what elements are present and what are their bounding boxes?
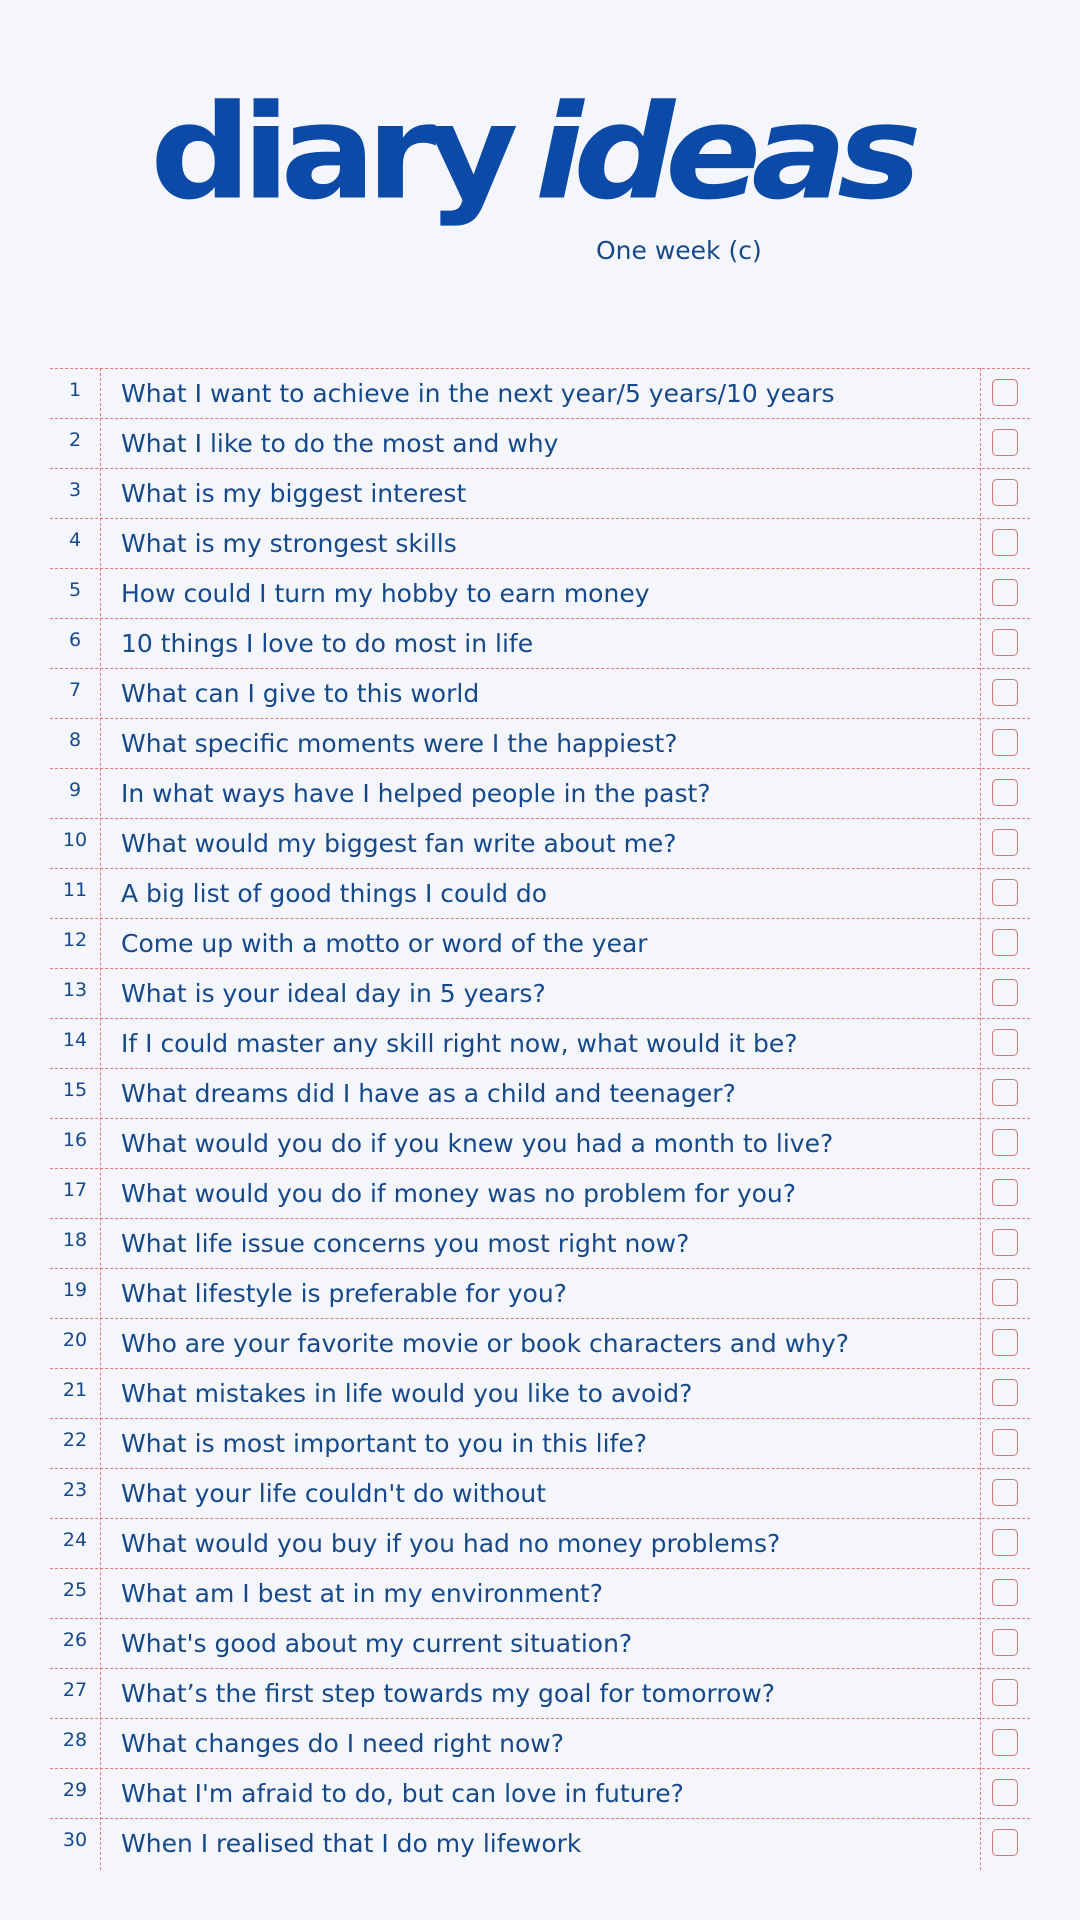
item-checkbox[interactable] xyxy=(992,929,1018,956)
list-item xyxy=(50,1768,1030,1818)
item-text: What would you do if you knew you had a month to live? xyxy=(121,1129,834,1158)
item-number: 5 xyxy=(68,579,82,601)
item-number: 18 xyxy=(62,1229,88,1251)
item-checkbox[interactable] xyxy=(992,1229,1018,1256)
item-checkbox[interactable] xyxy=(992,979,1018,1006)
list-item xyxy=(50,468,1030,518)
item-number: 29 xyxy=(62,1779,88,1801)
item-text: How could I turn my hobby to earn money xyxy=(121,579,650,608)
item-checkbox[interactable] xyxy=(992,579,1018,606)
list-item xyxy=(50,1068,1030,1118)
list-item xyxy=(50,668,1030,718)
checklist xyxy=(50,368,1030,1870)
list-item xyxy=(50,1268,1030,1318)
item-text: In what ways have I helped people in the past? xyxy=(121,779,711,808)
item-number: 12 xyxy=(62,929,88,951)
list-item xyxy=(50,1318,1030,1368)
item-number: 8 xyxy=(68,729,82,751)
item-text: What I'm afraid to do, but can love in future? xyxy=(121,1779,684,1808)
list-item xyxy=(50,1018,1030,1068)
list-item xyxy=(50,1818,1030,1868)
list-item xyxy=(50,1718,1030,1768)
list-item xyxy=(50,718,1030,768)
item-number: 4 xyxy=(68,529,82,551)
list-item xyxy=(50,1118,1030,1168)
item-number: 15 xyxy=(62,1079,88,1101)
list-item xyxy=(50,518,1030,568)
item-checkbox[interactable] xyxy=(992,1829,1018,1856)
item-checkbox[interactable] xyxy=(992,1129,1018,1156)
item-number: 13 xyxy=(62,979,88,1001)
title-word-ideas: ideas xyxy=(534,76,912,229)
item-text: What would my biggest fan write about me? xyxy=(121,829,677,858)
list-item xyxy=(50,1518,1030,1568)
item-checkbox[interactable] xyxy=(992,479,1018,506)
item-number: 21 xyxy=(62,1379,88,1401)
item-number: 3 xyxy=(68,479,82,501)
item-checkbox[interactable] xyxy=(992,1529,1018,1556)
list-item xyxy=(50,618,1030,668)
item-text: 10 things I love to do most in life xyxy=(121,629,534,658)
item-number: 23 xyxy=(62,1479,88,1501)
item-number: 9 xyxy=(68,779,82,801)
item-checkbox[interactable] xyxy=(992,729,1018,756)
item-text: What is my biggest interest xyxy=(121,479,467,508)
item-number: 28 xyxy=(62,1729,88,1751)
item-checkbox[interactable] xyxy=(992,1629,1018,1656)
item-text: What would you buy if you had no money problems? xyxy=(121,1529,781,1558)
list-item xyxy=(50,1168,1030,1218)
item-number: 30 xyxy=(62,1829,88,1851)
header xyxy=(0,0,1080,300)
item-checkbox[interactable] xyxy=(992,679,1018,706)
item-text: Who are your favorite movie or book characters and why? xyxy=(121,1329,850,1358)
item-number: 26 xyxy=(62,1629,88,1651)
item-text: What's good about my current situation? xyxy=(121,1629,633,1658)
item-number: 2 xyxy=(68,429,82,451)
item-text: If I could master any skill right now, what would it be? xyxy=(121,1029,798,1058)
item-number: 10 xyxy=(62,829,88,851)
item-checkbox[interactable] xyxy=(992,1029,1018,1056)
item-checkbox[interactable] xyxy=(992,1279,1018,1306)
item-checkbox[interactable] xyxy=(992,1729,1018,1756)
item-checkbox[interactable] xyxy=(992,1679,1018,1706)
list-item xyxy=(50,918,1030,968)
item-checkbox[interactable] xyxy=(992,1379,1018,1406)
list-item xyxy=(50,1418,1030,1468)
item-text: What I want to achieve in the next year/5 years/10 years xyxy=(121,379,835,408)
list-item xyxy=(50,1468,1030,1518)
item-checkbox[interactable] xyxy=(992,1579,1018,1606)
item-number: 17 xyxy=(62,1179,88,1201)
list-item xyxy=(50,968,1030,1018)
item-number: 24 xyxy=(62,1529,88,1551)
item-text: What specific moments were I the happiest? xyxy=(121,729,678,758)
item-text: What changes do I need right now? xyxy=(121,1729,565,1758)
item-number: 20 xyxy=(62,1329,88,1351)
list-item xyxy=(50,818,1030,868)
item-text: A big list of good things I could do xyxy=(121,879,548,908)
item-number: 1 xyxy=(68,379,82,401)
list-item xyxy=(50,1618,1030,1668)
item-checkbox[interactable] xyxy=(992,1779,1018,1806)
item-checkbox[interactable] xyxy=(992,379,1018,406)
list-item xyxy=(50,368,1030,418)
item-text: When I realised that I do my lifework xyxy=(121,1829,582,1858)
item-number: 25 xyxy=(62,1579,88,1601)
list-item xyxy=(50,768,1030,818)
item-checkbox[interactable] xyxy=(992,429,1018,456)
item-text: What your life couldn't do without xyxy=(121,1479,547,1508)
item-checkbox[interactable] xyxy=(992,1179,1018,1206)
item-number: 7 xyxy=(68,679,82,701)
list-item xyxy=(50,1368,1030,1418)
item-text: Come up with a motto or word of the year xyxy=(121,929,648,958)
list-item xyxy=(50,868,1030,918)
item-number: 22 xyxy=(62,1429,88,1451)
item-checkbox[interactable] xyxy=(992,829,1018,856)
item-text: What would you do if money was no problem for you? xyxy=(121,1179,797,1208)
item-text: What’s the first step towards my goal for tomorrow? xyxy=(121,1679,776,1708)
item-checkbox[interactable] xyxy=(992,1079,1018,1106)
item-number: 6 xyxy=(68,629,82,651)
item-text: What is my strongest skills xyxy=(121,529,457,558)
item-number: 19 xyxy=(62,1279,88,1301)
list-item xyxy=(50,1668,1030,1718)
item-checkbox[interactable] xyxy=(992,529,1018,556)
item-text: What is your ideal day in 5 years? xyxy=(121,979,546,1008)
page-title xyxy=(150,76,912,229)
item-text: What dreams did I have as a child and teenager? xyxy=(121,1079,736,1108)
item-text: What lifestyle is preferable for you? xyxy=(121,1279,567,1308)
item-text: What life issue concerns you most right now? xyxy=(121,1229,690,1258)
item-checkbox[interactable] xyxy=(992,879,1018,906)
title-word-diary: diary xyxy=(150,76,509,229)
item-text: What is most important to you in this life? xyxy=(121,1429,648,1458)
item-checkbox[interactable] xyxy=(992,1479,1018,1506)
item-checkbox[interactable] xyxy=(992,1429,1018,1456)
list-item xyxy=(50,418,1030,468)
list-item xyxy=(50,568,1030,618)
item-number: 27 xyxy=(62,1679,88,1701)
item-text: What am I best at in my environment? xyxy=(121,1579,603,1608)
list-item xyxy=(50,1218,1030,1268)
item-number: 14 xyxy=(62,1029,88,1051)
item-text: What mistakes in life would you like to avoid? xyxy=(121,1379,693,1408)
item-text: What I like to do the most and why xyxy=(121,429,559,458)
item-checkbox[interactable] xyxy=(992,779,1018,806)
item-number: 16 xyxy=(62,1129,88,1151)
item-checkbox[interactable] xyxy=(992,629,1018,656)
item-number: 11 xyxy=(62,879,88,901)
item-text: What can I give to this world xyxy=(121,679,480,708)
page-subtitle: One week (c) xyxy=(596,236,762,265)
item-checkbox[interactable] xyxy=(992,1329,1018,1356)
list-item xyxy=(50,1568,1030,1618)
